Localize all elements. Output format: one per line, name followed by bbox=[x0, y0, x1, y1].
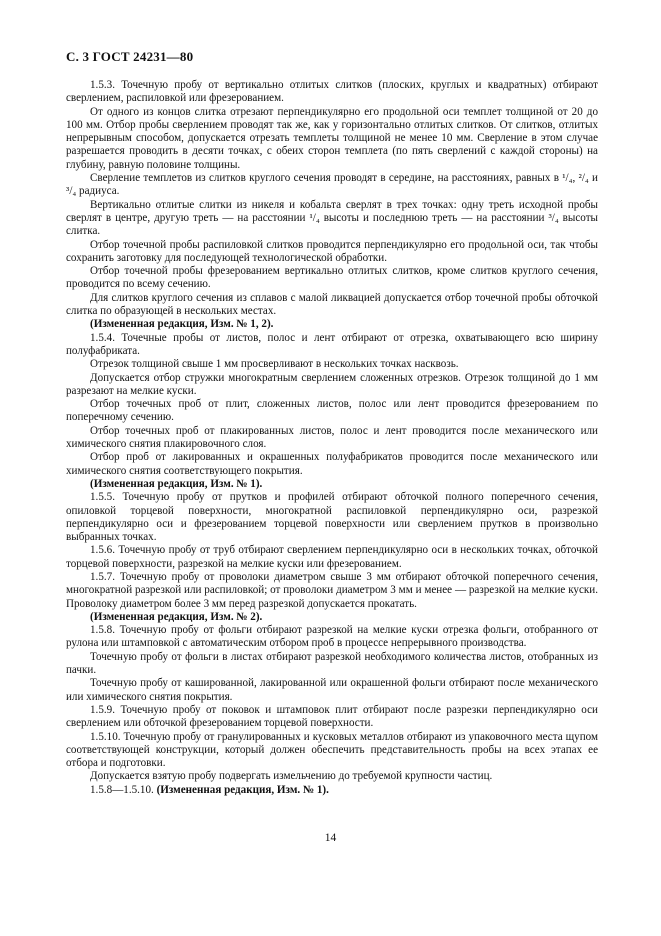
paragraph: 1.5.9. Точечную пробу от поковок и штамповок плит отбирают после разрезки перпендикулярно оси сверлением или обточкой фрезерованием торцевой поверхности. bbox=[66, 703, 598, 730]
paragraph: 1.5.4. Точечные пробы от листов, полос и лент отбирают от отрезка, охватывающего всю ширину полуфабриката. bbox=[66, 331, 598, 357]
paragraph: Отрезок толщиной свыше 1 мм просверливают в нескольких точках насквозь. bbox=[90, 358, 459, 371]
amendment-note: (Измененная редакция, Изм. № 2). bbox=[90, 610, 263, 623]
paragraph: Отбор точечной пробы фрезерованием вертикально отлитых слитков, кроме слитков круглого сечения, проводится по всему сечению. bbox=[66, 265, 598, 291]
paragraph: 1.5.3. Точечную пробу от вертикально отлитых слитков (плоских, круглых и квадратных) отбирают сверлением, распиловкой или фрезерованием. bbox=[66, 79, 598, 105]
final-line-prefix: 1.5.8—1.5.10. bbox=[90, 783, 157, 796]
paragraph: Допускается отбор стружки многократным сверлением сложенных отрезков. Отрезок толщиной до 1 мм разрезают на мелкие куски. bbox=[66, 371, 598, 397]
document-body bbox=[66, 79, 598, 797]
paragraph: 1.5.8. Точечную пробу от фольги отбирают разрезкой на мелкие куски отрезка фольги, отобранного от рулона или штамповкой с автоматическим отбором проб в процессе непрерывного производства. bbox=[66, 624, 598, 650]
paragraph: Отбор проб от лакированных и окрашенных полуфабрикатов проводится после механического или химического снятия соответствующего покрытия. bbox=[66, 451, 598, 477]
final-amendment-line bbox=[66, 784, 598, 797]
amendment-note: (Измененная редакция, Изм. № 1). bbox=[90, 477, 263, 490]
paragraph: 1.5.10. Точечную пробу от гранулированных и кусковых металлов отбирают из упаковочного места щупом соответствующей конструкции, который должен обеспечить представительность пробы на всех этапах ее отбора и подготовки. bbox=[66, 730, 598, 770]
paragraph: 1.5.7. Точечную пробу от проволоки диаметром свыше 3 мм отбирают обточкой поперечного сечения, многократной разрезкой или распиловкой; от проволоки диаметром 3 мм и менее — разрезкой на мелкие куски. Проволоку диаметром более 3 мм перед разрезкой допускается прокатать. bbox=[66, 570, 598, 610]
amendment-note: (Измененная редакция, Изм. № 1, 2). bbox=[90, 318, 274, 331]
paragraph: Сверление темплетов из слитков круглого сечения проводят в середине, на расстояниях, равных в ¹/₄, ²/₄ и ³/₄ радиуса. bbox=[66, 172, 598, 198]
paragraph: 1.5.5. Точечную пробу от прутков и профилей отбирают обточкой полного поперечного сечения, опиловкой торцевой поверхности, многократной распиловкой перпендикулярно оси, разрезкой перпендикулярно оси и фрезерованием торцевой поверхности или сверлением прутков в произвольно выбранных точках. bbox=[66, 491, 598, 544]
final-line-bold: (Измененная редакция, Изм. № 1). bbox=[156, 783, 329, 796]
paragraph: Отбор точечных проб от плит, сложенных листов, полос или лент проводится фрезерованием по поперечному сечению. bbox=[66, 398, 598, 424]
paragraph: Для слитков круглого сечения из сплавов с малой ликвацией допускается отбор точечной пробы обточкой слитка по образующей в нескольких местах. bbox=[66, 291, 598, 318]
paragraph: Отбор точечных проб от плакированных листов, полос и лент проводится после механического или химического снятия плакировочного слоя. bbox=[66, 424, 598, 451]
paragraph: Допускается взятую пробу подвергать измельчению до требуемой крупности частиц. bbox=[90, 770, 493, 783]
paragraph: От одного из концов слитка отрезают перпендикулярно его продольной оси темплет толщиной от 20 до 100 мм. Отбор пробы сверлением проводят так же, как у горизонтально отлитых слитков. От слитков, отлитых непрерывным способом, допускается отрезать темплеты толщиной не менее 10 мм. Сверление в этом случае разрешается проводить в десяти точках, с обеих сторон темплета (по пять сверлений с каждой стороны) на глубину, равную половине толщины. bbox=[66, 105, 598, 171]
page-header: С. 3 ГОСТ 24231—80 bbox=[66, 49, 194, 64]
page-number: 14 bbox=[324, 832, 337, 844]
paragraph: Точечную пробу от фольги в листах отбирают разрезкой необходимого количества листов, отобранных из пачки. bbox=[66, 650, 598, 677]
paragraph: Точечную пробу от кашированной, лакированной или окрашенной фольги отбирают после механического или химического снятия покрытия. bbox=[66, 677, 598, 703]
paragraph: Отбор точечной пробы распиловкой слитков проводится перпендикулярно его продольной оси, так чтобы сохранить заготовку для последующей технологической обработки. bbox=[66, 238, 598, 264]
paragraph: Вертикально отлитые слитки из никеля и кобальта сверлят в трех точках: одну треть исходной пробы сверлят в центре, другую треть — на расстоянии ¹/₄ высоты и последнюю треть — на расстоянии ³/₄ высоты слитка. bbox=[66, 198, 598, 238]
paragraph: 1.5.6. Точечную пробу от труб отбирают сверлением перпендикулярно оси в нескольких точках, обточкой торцевой поверхности, разрезкой на мелкие куски или фрезерованием. bbox=[66, 544, 598, 570]
